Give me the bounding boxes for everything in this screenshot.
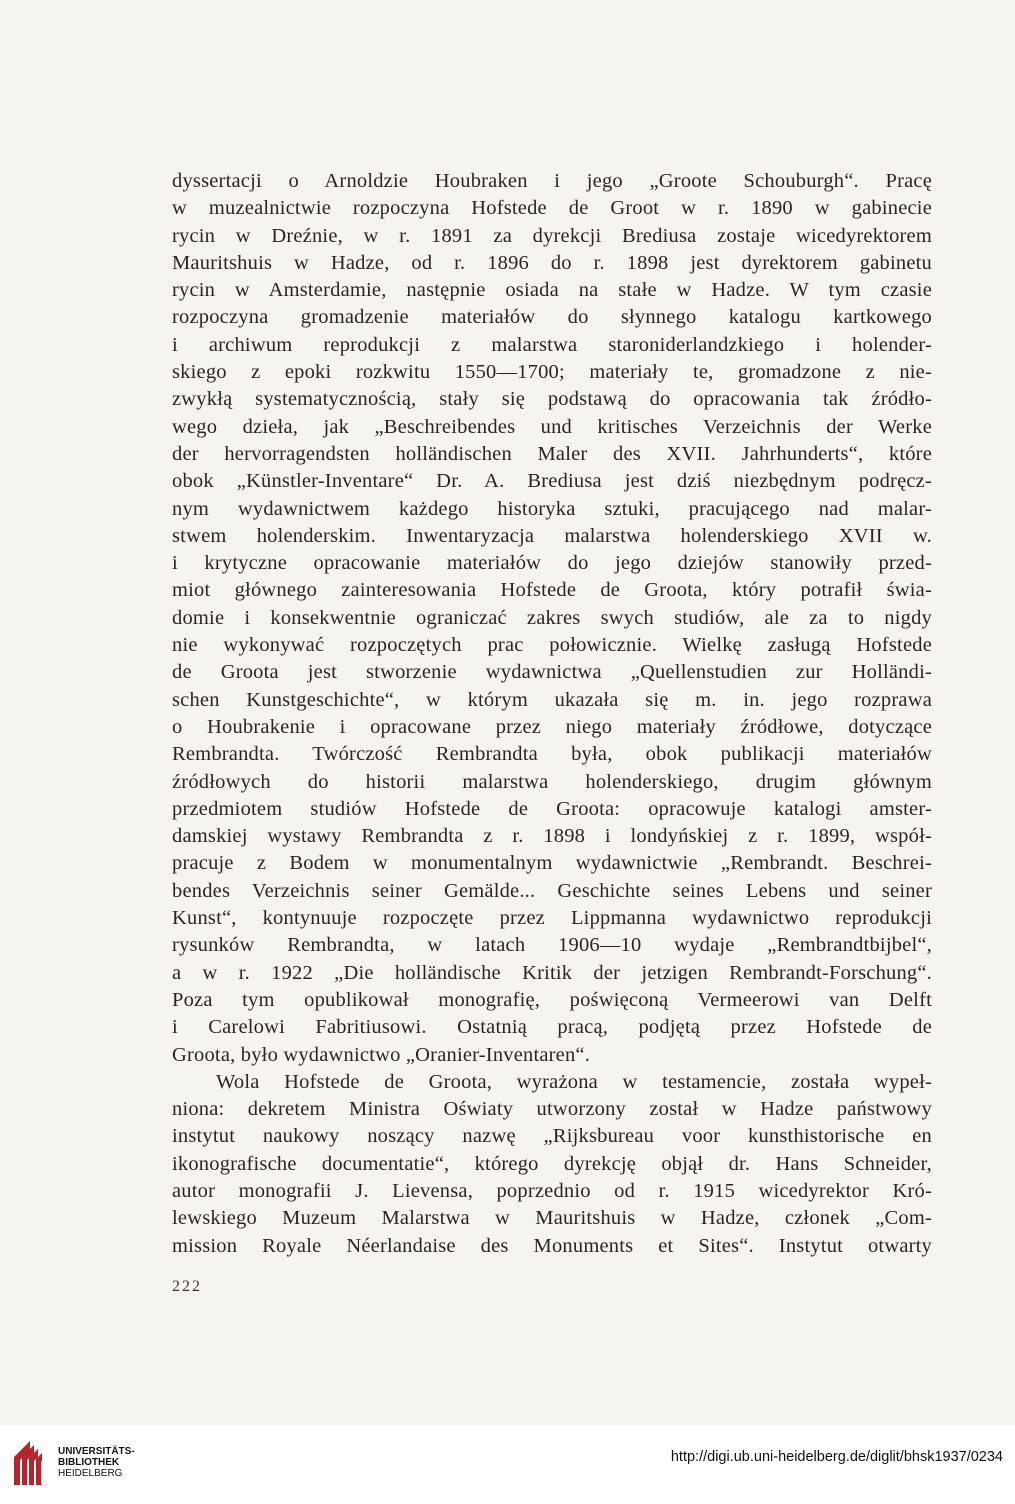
text-line: instytut naukowy noszący nazwę „Rijksbureau voor kunsthistorische en xyxy=(172,1125,932,1148)
text-line: skiego z epoki rozkwitu 1550—1700; materiały te, gromadzone z nie- xyxy=(172,361,932,384)
text-line: przedmiotem studiów Hofstede de Groota: opracowuje katalogi amster- xyxy=(172,797,932,820)
text-line: dyssertacji o Arnoldzie Houbraken i jego „Groote Schouburgh“. Pracę xyxy=(172,170,932,192)
library-name-line: UNIVERSITÄTS- xyxy=(58,1446,135,1457)
text-line: der hervorragendsten holländischen Maler des XVII. Jahrhunderts“, które xyxy=(172,442,932,465)
paragraph-end-line: Groota, było wydawnictwo „Oranier-Inventaren“. xyxy=(172,1043,591,1066)
text-line: obok „Künstler-Inventare“ Dr. A. Brediusa jest dziś niezbędnym podręcz- xyxy=(172,470,932,493)
text-line: autor monografii J. Lievensa, poprzednio od r. 1915 wicedyrektor Kró- xyxy=(172,1179,932,1202)
text-line: niona: dekretem Ministra Oświaty utworzony został w Hadze państwowy xyxy=(172,1098,932,1121)
text-line: domie i konsekwentnie ograniczać zakres swych studiów, ale za to nigdy xyxy=(172,606,932,629)
text-line: pracuje z Bodem w monumentalnym wydawnictwie „Rembrandt. Beschrei- xyxy=(172,852,932,875)
text-line: w muzealnictwie rozpoczyna Hofstede de Groot w r. 1890 w gabinecie xyxy=(172,197,932,220)
text-line: rysunków Rembrandta, w latach 1906—10 wydaje „Rembrandtbijbel“, xyxy=(172,934,932,957)
footer-bar xyxy=(0,1425,1015,1504)
text-line: nie wykonywać rozpoczętych prac połowicznie. Wielkę zasługą Hofstede xyxy=(172,634,932,657)
text-line: wego dzieła, jak „Beschreibendes und kritisches Verzeichnis der Werke xyxy=(172,415,932,438)
university-logo-icon[interactable] xyxy=(10,1437,50,1489)
text-line: zwykłą systematycznością, stały się podstawą do opracowania tak źródło- xyxy=(172,388,932,411)
page-number: 222 xyxy=(172,1278,202,1295)
library-name xyxy=(58,1446,135,1479)
body-text xyxy=(172,168,932,1260)
text-line: lewskiego Muzeum Malarstwa w Mauritshuis w Hadze, członek „Com- xyxy=(172,1207,932,1230)
text-line: i Carelowi Fabritiusowi. Ostatnią pracą, podjętą przez Hofstede de xyxy=(172,1016,932,1039)
permalink-url[interactable]: http://digi.ub.uni-heidelberg.de/diglit/bhsk1937/0234 xyxy=(670,1449,1003,1465)
text-line: Kunst“, kontynuuje rozpoczęte przez Lippmanna wydawnictwo reprodukcji xyxy=(172,907,932,930)
text-line: Mauritshuis w Hadze, od r. 1896 do r. 1898 jest dyrektorem gabinetu xyxy=(172,251,932,274)
text-line: mission Royale Néerlandaise des Monuments et Sites“. Instytut otwarty xyxy=(172,1234,932,1257)
text-line: stwem holenderskim. Inwentaryzacja malarstwa holenderskiego XVII w. xyxy=(172,524,932,547)
paragraph-start-line: Wola Hofstede de Groota, wyrażona w testamencie, została wypeł- xyxy=(216,1070,932,1093)
text-line: i krytyczne opracowanie materiałów do jego dziejów stanowiły przed- xyxy=(172,552,932,575)
text-line: Poza tym opublikował monografię, poświęconą Vermeerowi van Delft xyxy=(172,988,932,1011)
text-line: źródłowych do historii malarstwa holenderskiego, drugim głównym xyxy=(172,770,932,793)
text-line: rycin w Amsterdamie, następnie osiada na stałe w Hadze. W tym czasie xyxy=(172,279,932,302)
text-line: bendes Verzeichnis seiner Gemälde... Geschichte seines Lebens und seiner xyxy=(172,879,932,902)
library-name-line: HEIDELBERG xyxy=(58,1468,123,1479)
text-line: Rembrandta. Twórczość Rembrandta była, obok publikacji materiałów xyxy=(172,743,932,766)
text-line: a w r. 1922 „Die holländische Kritik der jetzigen Rembrandt-Forschung“. xyxy=(172,961,932,984)
text-line: rozpoczyna gromadzenie materiałów do słynnego katalogu kartkowego xyxy=(172,306,932,329)
text-line: damskiej wystawy Rembrandta z r. 1898 i londyńskiej z r. 1899, współ- xyxy=(172,825,932,848)
text-line: rycin w Dreźnie, w r. 1891 za dyrekcji Brediusa zostaje wicedyrektorem xyxy=(172,224,932,247)
text-line: ikonografische documentatie“, którego dyrekcję objął dr. Hans Schneider, xyxy=(172,1152,932,1175)
text-line: schen Kunstgeschichte“, w którym ukazała się m. in. jego rozprawa xyxy=(172,688,932,711)
text-line: nym wydawnictwem każdego historyka sztuki, pracującego nad malar- xyxy=(172,497,932,520)
text-line: i archiwum reprodukcji z malarstwa staroniderlandzkiego i holender- xyxy=(172,333,932,356)
library-name-line: BIBLIOTHEK xyxy=(58,1457,120,1468)
text-line: miot głównego zainteresowania Hofstede de Groota, który potrafił świa- xyxy=(172,579,932,602)
text-line: o Houbrakenie i opracowane przez niego materiały źródłowe, dotyczące xyxy=(172,715,932,738)
text-line: de Groota jest stworzenie wydawnictwa „Quellenstudien zur Holländi- xyxy=(172,661,932,684)
